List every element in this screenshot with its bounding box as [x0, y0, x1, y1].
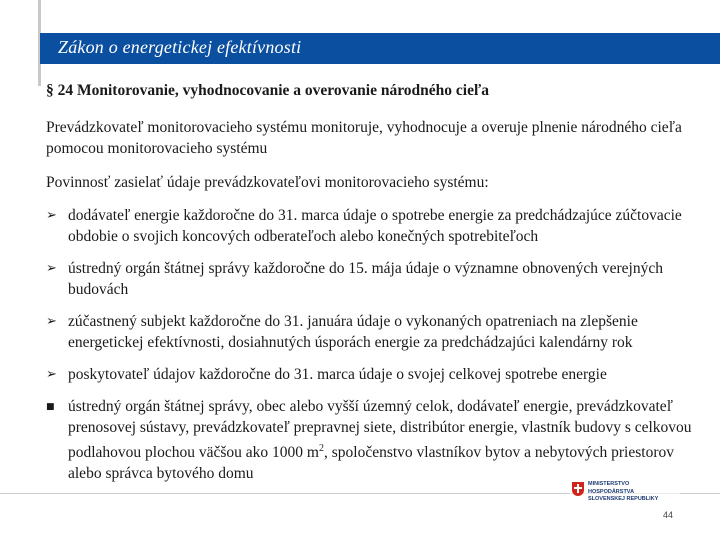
section-heading: § 24 Monitorovanie, vyhodnocovanie a overovanie národného cieľa [46, 82, 489, 99]
square-bullet-icon: ■ [46, 402, 55, 412]
slide-title: Zákon o energetickej efektívnosti [58, 37, 302, 57]
list-item [46, 364, 710, 385]
obligation-lead: Povinnosť zasielať údaje prevádzkovateľovi monitorovacieho systému: [46, 174, 489, 191]
intro-paragraph: Prevádzkovateľ monitorovacieho systému monitoruje, vyhodnocuje a overuje plnenie národného cieľa pomocou monitorovacieho systému [46, 119, 682, 157]
obligation-list [46, 205, 710, 484]
slovak-crest-icon [572, 482, 584, 496]
arrow-bullet-icon: ➢ [46, 208, 57, 223]
superscript: 2 [318, 443, 324, 454]
list-item-text: ústredný orgán štátnej správy každoročne do 15. mája údaje o významne obnovených verejných budovách [68, 260, 663, 298]
arrow-bullet-icon: ➢ [46, 261, 57, 276]
list-item-text [68, 398, 692, 482]
list-item [46, 311, 710, 353]
logo-line-3: SLOVENSKEJ REPUBLIKY [588, 496, 659, 502]
title-bar [40, 33, 720, 64]
logo-line-1: MINISTERSTVO [588, 481, 630, 487]
list-item-text: zúčastnený subjekt každoročne do 31. januára údaje o vykonaných opatreniach na zlepšenie energetickej efektívnosti, dosiahnutých úsporách energie za predchádzajúci kalendárny rok [68, 313, 638, 351]
arrow-bullet-icon: ➢ [46, 367, 57, 382]
arrow-bullet-icon: ➢ [46, 314, 57, 329]
list-item [46, 205, 710, 247]
list-item-text-after: , spoločenstvo vlastníkov bytov a nebytových priestorov alebo správca bytového domu [68, 444, 674, 483]
list-item-text-before: ústredný orgán štátnej správy, obec alebo vyšší územný celok, dodávateľ energie, prevádzkovateľ prenosovej sústavy, prevádzkovateľ prepravnej siete, distribútor energie, vlastník budovy s celkovou podlahovou plochou väčšou ako 1000 m [68, 398, 692, 462]
ministry-logo [570, 479, 680, 513]
slide-content [46, 117, 710, 495]
list-item [46, 396, 710, 484]
page-number: 44 [663, 510, 674, 520]
list-item [46, 258, 710, 300]
list-item-text: dodávateľ energie každoročne do 31. marca údaje o spotrebe energie za predchádzajúce zúčtovacie obdobie o svojich koncových odberateľoch alebo konečných spotrebiteľoch [68, 207, 682, 245]
logo-line-2: HOSPODÁRSTVA [588, 489, 635, 495]
list-item-text: poskytovateľ údajov každoročne do 31. marca údaje o svojej celkovej spotrebe energie [68, 366, 607, 383]
